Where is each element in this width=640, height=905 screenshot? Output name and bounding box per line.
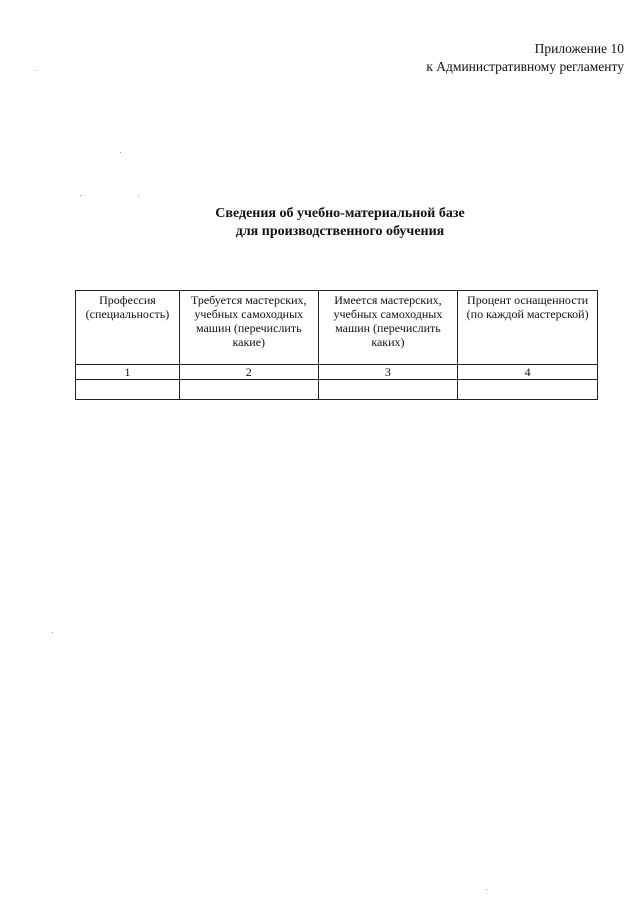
header-required-workshops: Требуется мастерских, учебных самоходных машин (перечислить какие) bbox=[179, 291, 318, 365]
header-available-workshops: Имеется мастерских, учебных самоходных машин (перечислить каких) bbox=[318, 291, 458, 365]
header-profession: Профессия (специальность) bbox=[76, 291, 180, 365]
table-cell bbox=[318, 380, 458, 400]
header-equipment-percent: Процент оснащенности (по каждой мастерской) bbox=[458, 291, 598, 365]
table-row bbox=[76, 380, 598, 400]
column-number-3: 3 bbox=[318, 365, 458, 380]
appendix-number: Приложение 10 bbox=[534, 41, 624, 56]
appendix-regulation: к Административному регламенту bbox=[426, 59, 624, 74]
column-number-2: 2 bbox=[179, 365, 318, 380]
training-base-table bbox=[75, 290, 598, 400]
column-number-row bbox=[76, 365, 598, 380]
table-cell bbox=[76, 380, 180, 400]
table-cell bbox=[179, 380, 318, 400]
scan-speck bbox=[36, 70, 37, 71]
document-title bbox=[0, 205, 640, 241]
title-line-2: для производственного обучения bbox=[235, 224, 445, 239]
scan-speck bbox=[52, 632, 53, 633]
column-number-4: 4 bbox=[458, 365, 598, 380]
appendix-reference bbox=[426, 40, 624, 76]
table-header-row bbox=[76, 291, 598, 365]
scan-speck bbox=[138, 195, 139, 196]
table-cell bbox=[458, 380, 598, 400]
scan-speck bbox=[120, 152, 121, 153]
scan-speck bbox=[80, 195, 81, 196]
column-number-1: 1 bbox=[76, 365, 180, 380]
scan-speck bbox=[486, 889, 487, 890]
title-line-1: Сведения об учебно-материальной базе bbox=[215, 206, 465, 221]
